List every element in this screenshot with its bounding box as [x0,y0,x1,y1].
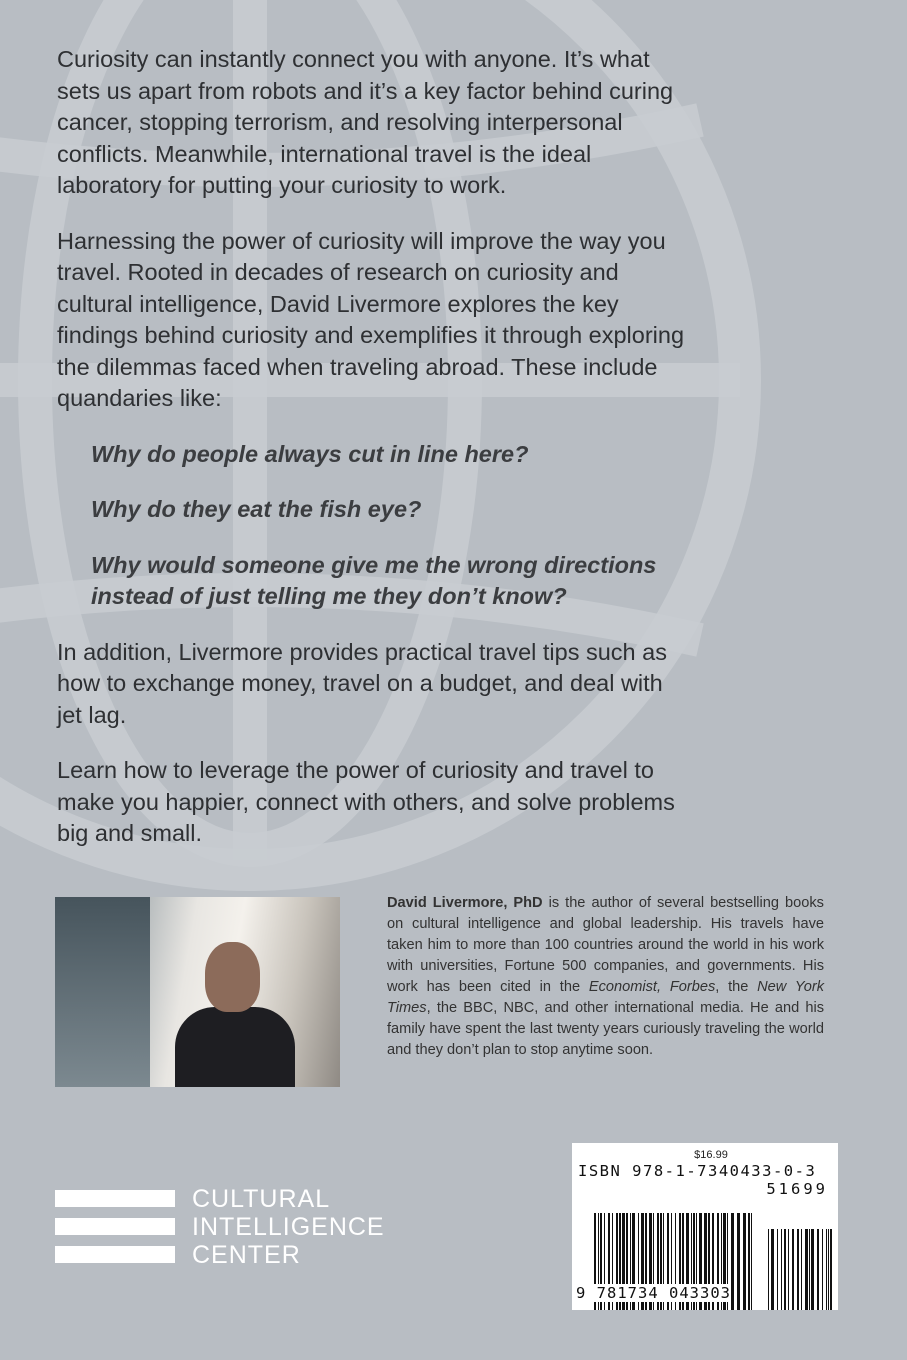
barcode-bar [748,1213,750,1310]
text-line: cancer, stopping terrorism, and resolving interpersonal [57,109,623,135]
text-line: travel. Rooted in decades of research on curiosity and [57,259,619,285]
author-photo [55,897,340,1087]
bio-text: , the BBC, NBC, and other international media. He and his family have spent the last twenty years curiously traveling the world and they don’t plan to stop anytime soon. [387,1000,824,1058]
bio-text: is the author of several bestselling books on cultural intelligence and global leadership. His travels have taken him to more than 100 countries around the world in his work with universities, Fortune 500 companies, and governments. His work has been cited in the [387,895,824,995]
barcode-bar [805,1229,808,1310]
bio-economist: Economist [588,979,657,995]
isbn-number: ISBN 978-1-7340433-0-3 [578,1162,817,1180]
text-line: Harnessing the power of curiosity will improve the way you [57,227,666,254]
barcode-bar [743,1213,746,1310]
text-line: make you happier, connect with others, and solve problems [57,788,675,815]
barcode-bar [777,1229,778,1310]
barcode-bar [784,1229,786,1310]
bio-text: , the [715,979,758,995]
bio-nyt: New York Times [387,979,825,1016]
back-cover-blurb [57,44,857,874]
text-line: Why do people always cut in line here? [91,440,529,467]
text-line: Learn how to leverage the power of curiosity and travel to [57,757,654,783]
question-3 [91,550,857,613]
bio-forbes: Forbes [669,979,716,995]
text-line: Why do they eat the fish eye? [91,496,422,522]
barcode-bar [737,1213,740,1310]
text-line: Curiosity can instantly connect you with anyone. It’s what [57,46,650,72]
barcode-bar [801,1229,802,1310]
text-line: findings behind curiosity and exemplifies it through exploring [57,322,685,348]
text-line: laboratory for putting your curiosity to work. [57,172,507,198]
barcode-bar [788,1229,789,1310]
barcode-bar [797,1229,799,1310]
barcode-bar [768,1229,769,1310]
barcode-bar [792,1229,794,1310]
text-line: jet lag. [57,701,127,728]
price: $16.99 [694,1149,728,1161]
bio-separator: , [657,979,670,995]
isbn-barcode [572,1143,838,1310]
barcode-bar [751,1213,752,1310]
intro-paragraph-1 [57,44,857,202]
barcode-bar [817,1229,819,1310]
logo-line: INTELLIGENCE [192,1213,385,1241]
author-bio [387,893,824,1061]
question-2 [91,494,857,526]
ean-digits: 9 781734 043303 [576,1284,731,1302]
barcode-bar [731,1213,734,1310]
barcode-bar [781,1229,782,1310]
price-addon-code: 51699 [766,1180,828,1198]
logo-text [192,1185,385,1269]
logo-bar-icon [55,1246,175,1263]
logo-bar-icon [55,1190,175,1207]
text-line: Why would someone give me the wrong directions [91,551,657,578]
barcode-bar [828,1229,829,1310]
intro-paragraph-3 [57,637,857,732]
barcode-bar [811,1229,814,1310]
text-line: conflicts. Meanwhile, international travel is the ideal [57,140,592,167]
text-line: In addition, Livermore provides practical travel tips such as [57,638,667,665]
question-1 [91,439,857,471]
text-line: cultural intelligence, David Livermore explores the key [57,290,619,317]
intro-paragraph-2 [57,226,857,415]
barcode-bar [771,1229,774,1310]
text-line: quandaries like: [57,385,222,411]
author-name: David Livermore, PhD [387,895,543,911]
intro-paragraph-4 [57,755,857,850]
text-line: sets us apart from robots and it’s a key factor behind curing [57,77,674,104]
logo-line: CENTER [192,1241,301,1269]
text-line: how to exchange money, travel on a budget, and deal with [57,670,663,696]
text-line: big and small. [57,820,202,846]
logo-line: CULTURAL [192,1185,331,1213]
text-line: instead of just telling me they don’t know? [91,583,567,609]
barcode-bar [826,1229,827,1310]
barcode-bar [809,1229,810,1310]
text-line: the dilemmas faced when traveling abroad. These include [57,353,658,380]
barcode-bar [822,1229,823,1310]
barcode-bar [830,1229,832,1310]
logo-bar-icon [55,1218,175,1235]
